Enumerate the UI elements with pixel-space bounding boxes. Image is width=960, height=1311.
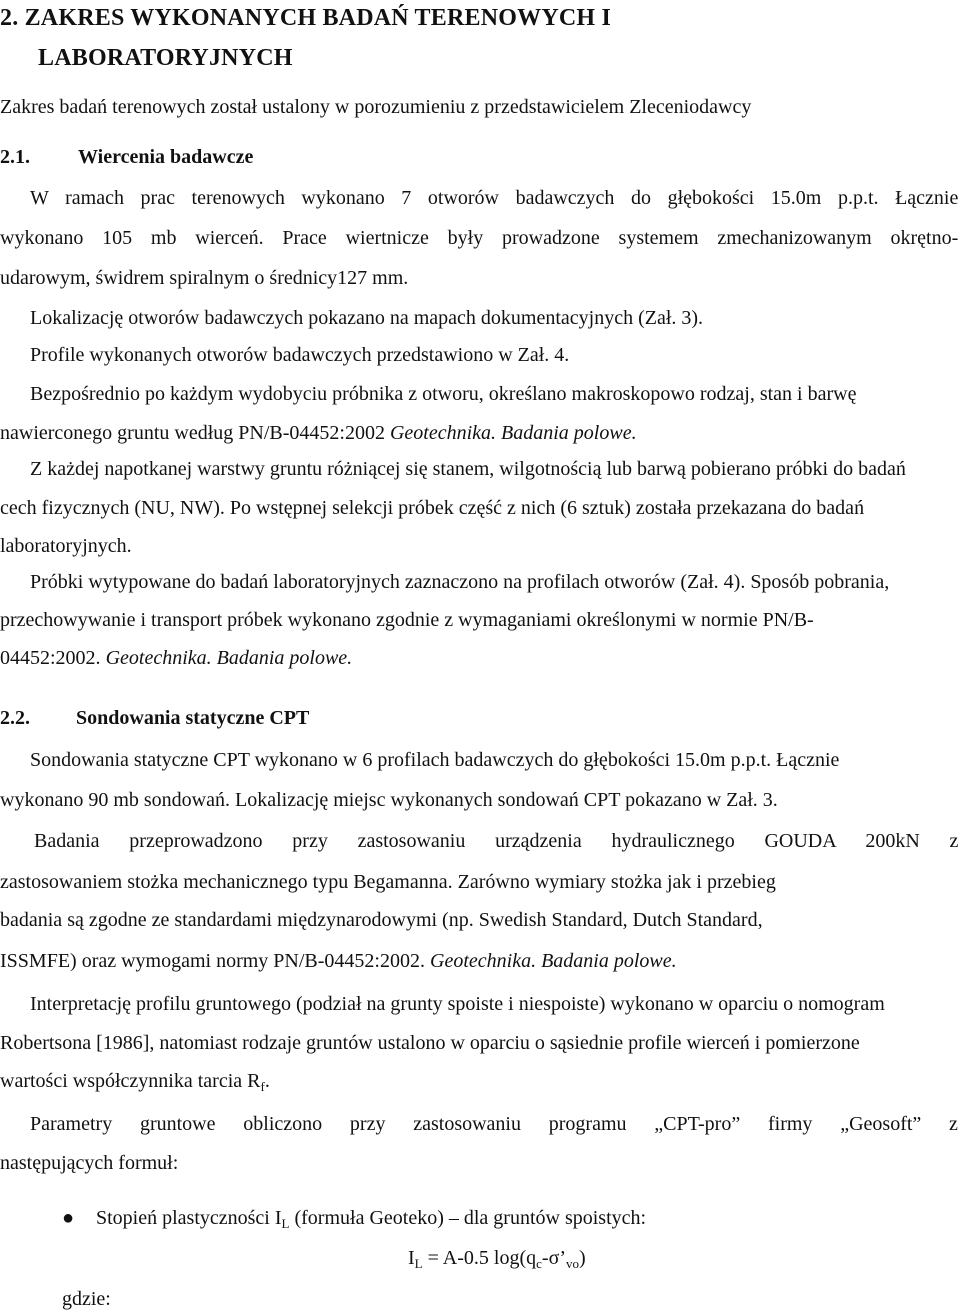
paragraph-text: Interpretację profilu gruntowego (podział na grunty spoiste i niespoiste) wykonano w oparciu o nomogram: [30, 993, 885, 1015]
paragraph-text: udarowym, świdrem spiralnym o średnicy127 mm.: [0, 267, 409, 289]
paragraph-text: Z każdej napotkanej warstwy gruntu różniącej się stanem, wilgotnością lub barwą pobierano próbki do badań: [30, 458, 906, 480]
paragraph-text: Robertsona [1986], natomiast rodzaje gruntów ustalono w oparciu o sąsiednie profile wierceń i pomierzone: [0, 1032, 860, 1054]
paragraph-text-run: .: [264, 1070, 270, 1092]
formula-text: = A-0.5 log(q: [422, 1247, 537, 1269]
intro-paragraph: Zakres badań terenowych został ustalony w porozumieniu z przedstawicielem Zleceniodawcy: [0, 96, 752, 118]
paragraph-text: W ramach prac terenowych wykonano 7 otworów badawczych do głębokości 15.0m p.p.t. Łącznie: [30, 187, 959, 209]
section-heading-line1: 2. ZAKRES WYKONANYCH BADAŃ TERENOWYCH I: [0, 5, 611, 31]
subsection-number-2-2: 2.2.: [0, 707, 30, 729]
paragraph-text: następujących formuł:: [0, 1152, 179, 1174]
paragraph-text-run: nawierconego gruntu według PN/B-04452:2002: [0, 422, 390, 444]
paragraph-text-run: (formuła Geoteko) – dla gruntów spoistych:: [289, 1207, 647, 1229]
paragraph-text: [0, 421, 637, 445]
paragraph-text: badania są zgodne ze standardami międzynarodowymi (np. Swedish Standard, Dutch Standard,: [0, 909, 763, 931]
paragraph-text: Bezpośrednio po każdym wydobyciu próbnika z otworu, określano makroskopowo rodzaj, stan i barwę: [30, 383, 857, 405]
paragraph-text-run: ISSMFE) oraz wymogami normy PN/B-04452:2002.: [0, 950, 430, 972]
paragraph-text: Profile wykonanych otworów badawczych przedstawiono w Zał. 4.: [30, 344, 570, 366]
paragraph-text: [0, 949, 677, 973]
paragraph-text-run: 04452:2002.: [0, 647, 106, 669]
section-heading-line2: LABORATORYJNYCH: [38, 45, 293, 71]
paragraph-text-run: wartości współczynnika tarcia R: [0, 1070, 261, 1092]
paragraph-text: Badania przeprowadzono przy zastosowaniu urządzenia hydraulicznego GOUDA 200kN z: [34, 830, 959, 852]
paragraph-text-run: Stopień plastyczności I: [96, 1207, 282, 1229]
paragraph-text: [0, 1069, 270, 1093]
paragraph-text: Sondowania statyczne CPT wykonano w 6 profilach badawczych do głębokości 15.0m p.p.t. Łącznie: [30, 749, 840, 771]
subscript: L: [414, 1256, 423, 1271]
paragraph-text: [0, 646, 352, 670]
paragraph-text: wykonano 105 mb wierceń. Prace wiertnicze były prowadzone systemem zmechanizowanym okrętno-: [0, 227, 959, 249]
subscript: vo: [566, 1256, 580, 1271]
standard-title-italic: Geotechnika. Badania polowe.: [105, 647, 353, 669]
paragraph-text: Próbki wytypowane do badań laboratoryjnych zaznaczono na profilach otworów (Zał. 4). Sposób pobrania,: [30, 571, 890, 593]
paragraph-text: wykonano 90 mb sondowań. Lokalizację miejsc wykonanych sondowań CPT pokazano w Zał. 3.: [0, 789, 778, 811]
subscript: L: [281, 1216, 290, 1231]
standard-title-italic: Geotechnika. Badania polowe.: [430, 950, 677, 972]
formula: [408, 1246, 586, 1270]
subscript: f: [260, 1079, 265, 1094]
formula-symbol: I: [408, 1247, 415, 1269]
subsection-title-2-1: Wiercenia badawcze: [78, 146, 254, 168]
paragraph-text: przechowywanie i transport próbek wykonano zgodnie z wymaganiami określonymi w normie PN/B-: [0, 609, 814, 631]
paragraph-text: Parametry gruntowe obliczono przy zastosowaniu programu „CPT-pro” firmy „Geosoft” z: [30, 1113, 958, 1135]
standard-title-italic: Geotechnika. Badania polowe.: [389, 422, 637, 444]
paragraph-text: cech fizycznych (NU, NW). Po wstępnej selekcji próbek część z nich (6 sztuk) została przekazana do badań: [0, 497, 865, 519]
subsection-number-2-1: 2.1.: [0, 146, 30, 168]
bullet-list-item: [96, 1206, 646, 1230]
gdzie-label: gdzie:: [62, 1288, 111, 1310]
formula-text: ): [579, 1247, 586, 1269]
paragraph-text: laboratoryjnych.: [0, 535, 132, 557]
subsection-title-2-2: Sondowania statyczne CPT: [76, 707, 310, 729]
subscript: c: [536, 1256, 542, 1271]
bullet-icon: ●: [62, 1207, 75, 1229]
formula-text: -σ’: [541, 1247, 567, 1269]
paragraph-text: zastosowaniem stożka mechanicznego typu Begamanna. Zarówno wymiary stożka jak i przebieg: [0, 871, 776, 893]
paragraph-text: Lokalizację otworów badawczych pokazano na mapach dokumentacyjnych (Zał. 3).: [30, 307, 704, 329]
